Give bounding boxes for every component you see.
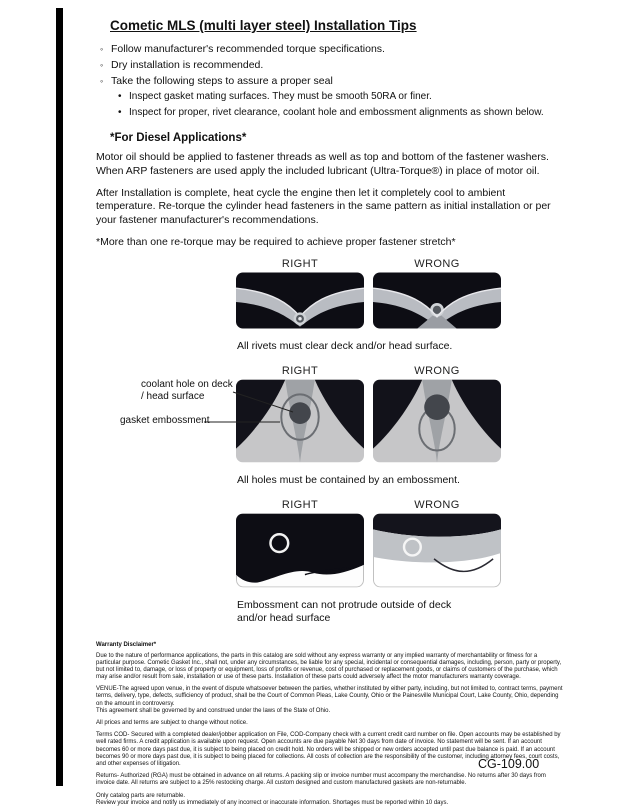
bullet-marker: ◦	[100, 60, 104, 71]
panel-pair	[236, 258, 502, 334]
warranty-disclaimer	[96, 642, 563, 807]
bullet-text: Dry installation is recommended.	[111, 59, 264, 72]
hole-embossment-right-diagram	[236, 379, 364, 463]
disclaimer-paragraph: Due to the nature of performance applications, the parts in this catalog are sold without any express warranty or any implied warranty of merchantability or fitness for a particular purpose. Cometic Gasket Inc., shall not, under any circumstances, be liable for any special, incidental or consequential damages, including, person, party or property, but not limited to, damage, or loss of property or equipment, loss of profits or revenue, cost of purchased or replacement goods, or claims of customers of the purchase, which may arise and/or result from sale, installation or use of these parts. Installation of these parts could adversely affect the motor manufacturers warranty coverage.	[96, 652, 562, 681]
retorque-note: *More than one re-torque may be required to achieve proper fastener stretch*	[96, 236, 456, 249]
diagram-row-holes	[96, 365, 564, 487]
diagram-section	[96, 258, 564, 626]
rivet-clearance-right-diagram	[236, 272, 364, 329]
diagram-caption: All holes must be contained by an embossment.	[237, 474, 460, 487]
disclaimer-paragraph: VENUE-The agreed upon venue, in the event of dispute whatsoever between the parties, whether instituted by either party, including, but not limited to, contract terms, payment terms, delivery, type, defects, sufficiency of product, shall be the Court of Common Pleas, Lake County, Ohio or the Painesville Municipal Court, Lake County, Ohio, depending on the amount in controversy.	[96, 686, 563, 707]
diagram-row-embossment	[96, 499, 564, 625]
disclaimer-paragraph: Only catalog parts are returnable.	[96, 792, 186, 799]
bullet-text: Inspect for proper, rivet clearance, coolant hole and embossment alignments as shown below.	[129, 106, 544, 118]
panel-pair	[236, 499, 502, 593]
list-item	[100, 75, 564, 88]
bullet-marker: ◦	[100, 44, 104, 54]
bullet-text: Follow manufacturer's recommended torque specifications.	[111, 43, 385, 55]
disclaimer-paragraph: Review your invoice and notify us immediately of any incorrect or inaccurate information. Shortages must be reported within 10 days.	[96, 799, 449, 806]
left-border-rule	[56, 8, 63, 786]
rivet-clearance-wrong-diagram	[373, 272, 501, 329]
wrong-panel	[373, 258, 501, 334]
page-title: Cometic MLS (multi layer steel) Installation Tips	[110, 18, 417, 33]
bullet-marker: •	[118, 91, 122, 103]
diagram-row-rivets	[96, 258, 564, 353]
right-label: RIGHT	[281, 499, 319, 512]
right-panel	[236, 258, 364, 334]
right-panel	[236, 365, 364, 468]
wrong-label: WRONG	[414, 258, 460, 271]
disclaimer-paragraph: All prices and terms are subject to change without notice.	[96, 720, 248, 727]
right-label: RIGHT	[281, 258, 319, 271]
page-content	[96, 18, 564, 812]
right-label: RIGHT	[281, 365, 319, 378]
list-item	[100, 43, 564, 56]
list-item	[100, 59, 564, 72]
wrong-label: WRONG	[414, 365, 460, 378]
coolant-hole-label: coolant hole on deck / head surface	[141, 379, 233, 402]
embossment-right-diagram	[236, 513, 364, 588]
embossment-wrong-diagram	[373, 513, 501, 588]
disclaimer-paragraph: Returns- Authorized (RGA) must be obtained in advance on all returns. A packing slip or invoice number must accompany the merchandise. No returns after 30 days from invoice date. All returns are subject to a 25% restocking charge. All custom designed and custom manufactured gaskets are non-returnable.	[96, 773, 546, 787]
wrong-label: WRONG	[414, 499, 460, 512]
hole-embossment-wrong-diagram	[373, 379, 501, 463]
diesel-heading: *For Diesel Applications*	[110, 132, 247, 145]
panel-pair	[236, 365, 502, 468]
bullet-marker: ◦	[100, 76, 104, 87]
page-number: CG-109.00	[478, 757, 540, 771]
bullet-text: Inspect gasket mating surfaces. They must be smooth 50RA or finer.	[129, 91, 432, 103]
wrong-panel	[373, 365, 501, 468]
bullet-text: Take the following steps to assure a proper seal	[111, 75, 333, 88]
diesel-paragraph-1: Motor oil should be applied to fastener threads as well as top and bottom of the fastener washers. When ARP fasteners are used apply the included lubricant (Ultra-Torque®) in place of motor oil.	[96, 151, 549, 177]
diagram-caption: Embossment can not protrude outside of deck and/or head surface	[237, 599, 452, 625]
disclaimer-paragraph: Terms COD- Secured with a completed dealer/jobber application on File, COD-Company check with a current credit card number on file. Open accounts may be established by well rated firms. A credit application is available upon request. Open accounts are due payable Net 30 days from date of invoice. No statement will be sent. If an account becomes 60 or more days past due, it is subject to being placed on credit hold. No orders will be shipped or new orders accepted until past due balance is paid. If an account becomes 90 or more days past due, it is subject to being placed for collections. All costs of collection are the responsibility of the customer, including attorney fees, court costs, and other expenses of litigation.	[96, 732, 561, 767]
bullet-marker: •	[118, 106, 122, 118]
wrong-panel	[373, 499, 501, 593]
list-item	[118, 91, 564, 104]
disclaimer-heading: Warranty Disclaimer*	[96, 641, 157, 648]
tips-list	[96, 43, 564, 119]
disclaimer-paragraph: This agreement shall be governed by and construed under the laws of the State of Ohio.	[96, 707, 331, 714]
gasket-embossment-label: gasket embossment	[120, 415, 210, 427]
list-item	[118, 107, 564, 120]
diagram-caption: All rivets must clear deck and/or head surface.	[237, 340, 453, 353]
diesel-paragraph-2: After Installation is complete, heat cycle the engine then let it completely cool to ambient temperature. Re-torque the cylinder head fasteners in the same pattern as initial installation or per your fastener manufacturer's recommendations.	[96, 187, 551, 226]
right-panel	[236, 499, 364, 593]
